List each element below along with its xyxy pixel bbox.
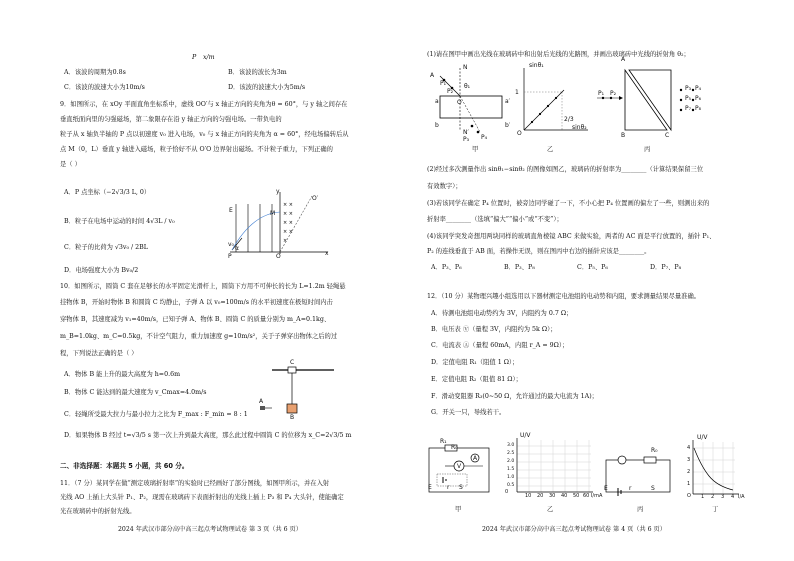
bing-label-p3: P₃: [685, 85, 692, 92]
yi-label-sin2: sinθ₂: [572, 124, 587, 131]
q12-ding-x-2: 2: [711, 494, 715, 500]
q10-option-d: D．如果物体 B 经过 t=√3/5 s 第一次上升到最大高度，那么此过程中圆筒 C 的位移为 x_C=2√3/5 m: [64, 432, 352, 439]
q12-yi-y-1: 1.0: [507, 475, 515, 480]
q9-line-4: 点 M（0，L）垂直 y 轴进入磁场，粒子恰好不从 O′O 边界射出磁场。不计粒子重力，下列正确的: [60, 146, 333, 153]
q11-opt-b: B．P₃、P₈: [504, 264, 535, 271]
q12-yi-y-05: 0.5: [507, 483, 515, 488]
q8-option-c: C．该波的波速大小为10m/s: [64, 84, 145, 91]
q12-yi-y-2: 2.0: [507, 459, 515, 464]
jia-label-b-prime: b′: [505, 122, 511, 129]
q12-ding-x-unit: I/A: [738, 494, 745, 500]
svg-text:× ×: × ×: [283, 211, 293, 217]
q11-opt-a: A．P₃、P₆: [431, 264, 462, 271]
wave-axis-figure: [0, 0, 397, 30]
q9-label-alpha: α: [235, 245, 239, 252]
q12-jia-label-r1: R₁: [440, 438, 447, 445]
q10-line-4: m_B=1.0kg、m_C=0.5kg，不计空气阻力，重力加速度 g=10m/s²，关于子弹穿出物体之后的过: [60, 333, 338, 340]
q10-label-b: B: [290, 414, 295, 421]
q11-part-2b: 有效数字）；: [427, 183, 462, 190]
q12-ding-x-o: O: [687, 493, 691, 499]
jia-label-a-lower: a: [435, 98, 439, 105]
bing-label-p6: P₆: [695, 95, 702, 102]
q10-pendulum-figure: [258, 362, 338, 422]
q9-option-a: A．P 点坐标（−2√3/3 L, 0）: [64, 189, 151, 196]
q11-line-2: 光线 AO 上插上大头针 P₁、P₂，现需在玻璃砖下表面折射出的光线上插上 P₃ 和 P₄ 大头针，使能确定: [60, 494, 344, 501]
q12-ding-axis-label: U/V: [697, 434, 708, 441]
jia-label-p1: P₁: [440, 80, 447, 87]
q12-bing-label-r0: R₀: [651, 447, 658, 454]
q9-label-o: O: [276, 253, 281, 260]
q12-graph-ding: [685, 436, 741, 498]
q10-line-2: 挂物体 B，开始时物体 B 和圆筒 C 均静止，子弹 A 以 v₀=100m/s 的水平初速度在极短时间内击: [60, 299, 333, 306]
q9-label-m: M: [270, 210, 276, 217]
yi-label-1: 1: [515, 89, 519, 96]
q12-ding-y-1: 1: [687, 481, 691, 487]
q9-line-2: 垂直纸面向里的匀强磁场，第二象限存在沿 y 轴正方向的匀强电场。一带负电的: [60, 116, 282, 123]
fig-caption-jia: 甲: [472, 146, 479, 153]
q12-item-g: G．开关一只，导线若干。: [431, 409, 506, 416]
q12-ding-x-4: 4: [731, 494, 735, 500]
jia-label-o: O: [457, 99, 462, 106]
q12-bing-label-r: r: [629, 485, 632, 492]
bing-label-p5: P₅: [685, 95, 692, 102]
q12-yi-x-0: 0: [505, 489, 509, 495]
q9-line-3: 粒子从 x 轴负半轴的 P 点以初速度 v₀ 进入电场，v₀ 与 x 轴正方向的夹角为 α = 60°，经电场偏转后从: [60, 131, 349, 138]
q10-line-1: 10．如图所示，圆筒 C 套在足够长的水平固定光滑杆上，圆筒下方用不可伸长的长为 L=1.2m 轻绳悬: [60, 283, 346, 290]
q12-yi-y-15: 1.5: [507, 467, 515, 472]
q12-caption-bing: 丙: [637, 506, 644, 513]
yi-label-sin1: sinθ₁: [529, 62, 544, 69]
q9-line-5: 是（ ）: [60, 161, 81, 168]
q12-yi-x-20: 20: [537, 493, 544, 499]
q12-yi-x-50: 50: [573, 493, 580, 499]
q12-yi-x-10: 10: [525, 493, 532, 499]
q12-circuit-bing: [602, 452, 674, 496]
bing-label-c: C: [665, 132, 670, 139]
q12-item-d: D．定值电阻 R₁（阻值 1 Ω）；: [431, 359, 519, 366]
q11-part-3: (3)若该同学在确定 P₄ 位置时，被旁边同学碰了一下，不小心把 P₄ 位置画的偏左了一些，则测出来的: [427, 200, 710, 207]
jia-label-theta1: θ₁: [464, 83, 471, 90]
q9-label-e: E: [229, 207, 233, 214]
fig-caption-yi: 乙: [547, 146, 554, 153]
q12-yi-y-25: 2.5: [507, 451, 515, 456]
q12-ding-x-3: 3: [721, 494, 725, 500]
q9-label-p: P: [228, 253, 232, 260]
q11-part-4: (4)该同学突发奇想用两块同样的玻璃直角棱镜 ABC 来做实验，两者的 AC 面是平行放置的，插针 P₁、: [427, 233, 716, 240]
q12-bing-label-s: S: [651, 485, 655, 492]
svg-text:× ×: × ×: [283, 229, 293, 235]
q9-option-c: C．粒子的比荷为 √3v₀ / 2BL: [64, 244, 148, 251]
q9-label-o-prime: O′: [312, 195, 319, 202]
q12-item-e: E．定值电阻 R₂（阻值 81 Ω）；: [431, 376, 522, 383]
footer-left: 2024 年武汉市部分高中高三起点考试物理试卷 第 3 页（共 6 页）: [118, 526, 302, 533]
q12-item-a: A．待测电池组电动势约为 3V，内阻约为 0.7 Ω；: [431, 310, 573, 317]
q12-yi-axis-label: U/V: [520, 432, 531, 439]
jia-label-n-prime: N′: [463, 129, 469, 136]
q8-option-a: A．该波的周期为0.8s: [64, 69, 126, 76]
q12-jia-label-r0: R₀: [451, 444, 458, 451]
q10-line-5: 程，下列说法正确的是（ ）: [60, 350, 138, 357]
q12-ding-y-2: 2: [687, 469, 691, 475]
q9-label-y: y: [276, 188, 280, 195]
bing-label-p2: P₂: [610, 90, 617, 97]
q9-label-v0: v₀: [228, 241, 234, 248]
q11-part-2: (2)经过多次测量作出 sinθ₁−sinθ₂ 的图像如图乙，玻璃砖的折射率为________（计算结果保留三位: [427, 166, 704, 173]
q12-yi-y-3: 3.0: [507, 443, 515, 448]
q12-yi-x-40: 40: [561, 493, 568, 499]
yi-label-two-thirds: 2/3: [564, 116, 574, 123]
q12-yi-x-60: 60 I/mA: [583, 493, 603, 499]
fig-caption-bing: 丙: [644, 146, 651, 153]
axis-label-x: x/m: [203, 54, 215, 61]
q12-jia-label-r: r: [447, 484, 450, 491]
bing-label-p1: P₁: [598, 90, 605, 97]
q11-opt-d: D．P₇、P₈: [650, 264, 682, 271]
bing-label-p7: P₇: [685, 105, 692, 112]
q8-option-b: B．该波的波长为3m: [228, 69, 287, 76]
q10-option-b: B．物体 C 能达到的最大速度为 v_Cmax=4.0m/s: [64, 389, 207, 396]
jia-label-a-prime: a′: [505, 98, 511, 105]
jia-label-n: N: [463, 64, 468, 71]
jia-label-a: A: [430, 72, 435, 79]
q11-fig-jia: [430, 64, 512, 136]
bing-label-b: B: [621, 132, 626, 139]
q12-caption-jia: 甲: [455, 506, 462, 513]
q11-part-4b: P₂ 的连线垂直于 AB 面，若操作无误，则在图丙中右边的插针应该是________。: [427, 248, 651, 255]
q12-ding-y-3: 3: [687, 457, 691, 463]
q12-caption-ding: 丁: [712, 506, 719, 513]
svg-text:× ×: × ×: [283, 220, 293, 226]
q12-item-f: F．滑动变阻器 R₃(0~50 Ω，允许通过的最大电流为 1A)；: [431, 393, 598, 400]
q12-caption-yi: 乙: [547, 506, 554, 513]
svg-text:× ×: × ×: [283, 202, 293, 208]
q10-label-c: C: [290, 359, 295, 366]
q9-line-1: 9．如图所示，在 xOy 平面直角坐标系中，虚线 OO′与 x 轴正方向的夹角为θ = 60°，与 y 轴之间存在: [60, 101, 348, 108]
jia-label-p3: P₃: [463, 136, 470, 143]
q9-option-d: D．电场强度大小为 Bv₀/2: [64, 267, 139, 274]
q10-label-a: A: [259, 398, 264, 405]
section-2-title: 二、非选择题：本题共 5 小题，共 60 分。: [60, 462, 189, 470]
right-page: [397, 0, 794, 561]
q10-option-a: A．物体 B 能上升的最大高度为 h=0.6m: [64, 371, 181, 378]
q9-label-x: x: [325, 250, 329, 257]
q12-jia-label-s: S: [459, 484, 463, 491]
svg-text:×: ×: [283, 238, 288, 244]
q11-part-3b: 折射率________（选填“偏大”“偏小”或“不变”）；: [427, 216, 563, 223]
jia-label-p4: P₄: [481, 134, 488, 141]
q12-graph-yi: [507, 434, 597, 498]
axis-label-p: P: [192, 54, 197, 61]
bing-label-p8: P₈: [695, 105, 702, 112]
q12-ding-x-1: 1: [701, 494, 705, 500]
q12-ding-y-4: 4: [687, 445, 691, 451]
q11-line-3: 光在玻璃砖中的折射光线。: [60, 508, 136, 515]
q12-item-b: B．电压表 Ⓥ（量程 3V，内阻约为 5k Ω）；: [431, 326, 557, 333]
q12-jia-label-v: V: [457, 463, 462, 470]
footer-right: 2024 年武汉市部分高中高三起点考试物理试卷 第 4 页（共 6 页）: [482, 526, 666, 533]
q12-item-c: C．电流表 Ⓐ（量程 60mA，内阻 r_A = 9Ω）；: [431, 342, 569, 349]
q11-line-1: 11．（7 分）某同学在做“测定玻璃折射率”的实验时已经画好了部分图线，如图甲所示，并在入射: [60, 480, 330, 487]
q12-bing-label-e: E: [604, 485, 608, 492]
q11-part-1: (1)请在图甲中画出光线在玻璃砖中和出射后光线的光路图，并画出玻璃砖中光线的折射角 θ₂；: [427, 51, 690, 58]
q9-option-b: B．粒子在电场中运动的时间 4√3L / v₀: [64, 218, 175, 225]
q12-jia-label-a: A: [473, 455, 478, 462]
q10-line-3: 穿物体 B，其速度减为 v₁=40m/s，已知子弹 A、物体 B、圆筒 C 的质量分别为 m_A=0.1kg、: [60, 316, 331, 323]
q11-opt-c: C．P₅、P₆: [577, 264, 608, 271]
bing-label-p4: P₄: [695, 85, 702, 92]
bing-label-a: A: [621, 56, 626, 63]
jia-label-b: b: [435, 122, 439, 129]
q12-intro: 12．（10 分）某物理兴趣小组选用以下器材测定电池组的电动势和内阻，要求测量结果尽量准确。: [427, 293, 701, 300]
yi-label-o: O: [517, 130, 522, 137]
q12-jia-label-e: E: [428, 484, 432, 491]
q10-option-c: C．轻绳所受最大拉力与最小拉力之比为 F_max : F_min = 8 : 1: [64, 411, 248, 418]
q12-yi-x-30: 30: [549, 493, 556, 499]
q8-option-d: D．该波的波速大小为5m/s: [228, 84, 306, 91]
jia-label-p2: P₂: [447, 88, 454, 95]
